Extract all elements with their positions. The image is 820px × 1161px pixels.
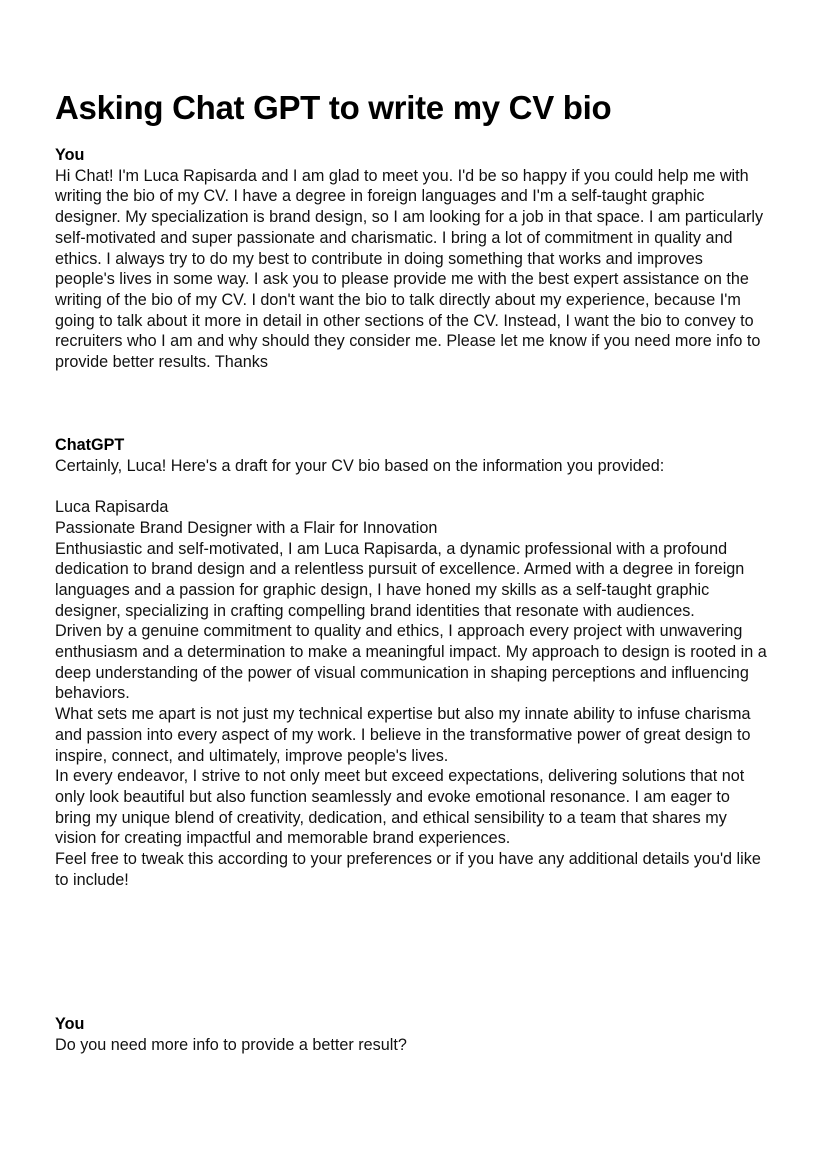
assistant-intro: Certainly, Luca! Here's a draft for your CV bio based on the information you provided: <box>55 456 665 475</box>
bio-paragraph: Driven by a genuine commitment to quality and ethics, I approach every project with unwavering enthusiasm and a determination to make a meaningful impact. My approach to design is rooted in a deep understanding of the power of visual communication in shaping perceptions and influencing behaviors. <box>55 622 767 703</box>
message-text: Do you need more info to provide a better result? <box>55 1035 407 1054</box>
bio-paragraph: What sets me apart is not just my technical expertise but also my innate ability to infuse charisma and passion into every aspect of my work. I believe in the transformative power of great design to inspire, connect, and ultimately, improve people's lives. <box>55 705 751 765</box>
bio-headline: Passionate Brand Designer with a Flair for Innovation <box>55 518 438 537</box>
speaker-label: ChatGPT <box>55 436 125 454</box>
spacer <box>55 476 767 497</box>
bio-name: Luca Rapisarda <box>55 498 169 517</box>
message-assistant <box>55 435 767 890</box>
message-user-1 <box>55 145 767 373</box>
bio-paragraph: In every endeavor, I strive to not only meet but exceed expectations, delivering solutions that not only look beautiful but also function seamlessly and evoke emotional resonance. I am eager to bring my unique blend of creativity, dedication, and ethical sensibility to a team that shares my vision for creating impactful and memorable brand experiences. <box>55 767 745 848</box>
speaker-label: You <box>55 1015 85 1033</box>
bio-paragraph: Enthusiastic and self-motivated, I am Luca Rapisarda, a dynamic professional with a profound dedication to brand design and a relentless pursuit of excellence. Armed with a degree in foreign languages and a passion for graphic design, I have honed my skills as a self-taught graphic designer, specializing in crafting compelling brand identities that resonate with audiences. <box>55 539 745 620</box>
message-user-2 <box>55 1014 767 1055</box>
message-text: Hi Chat! I'm Luca Rapisarda and I am glad to meet you. I'd be so happy if you could help me with writing the bio of my CV. I have a degree in foreign languages and I'm a self-taught graphic designer. My specialization is brand design, so I am looking for a job in that space. I am particularly self-motivated and super passionate and charismatic. I bring a lot of commitment in quality and ethics. I always try to do my best to contribute in doing something that works and improves people's lives in some way. I ask you to please provide me with the best expert assistance on the writing of the bio of my CV. I don't want the bio to talk directly about my experience, because I'm going to talk about it more in detail in other sections of the CV. Instead, I want the bio to convey to recruiters who I am and why should they consider me. Please let me know if you need more info to provide better results. Thanks <box>55 166 764 372</box>
assistant-closing: Feel free to tweak this according to your preferences or if you have any additional details you'd like to include! <box>55 850 761 889</box>
speaker-label: You <box>55 146 85 164</box>
page-title: Asking Chat GPT to write my CV bio <box>55 89 612 126</box>
